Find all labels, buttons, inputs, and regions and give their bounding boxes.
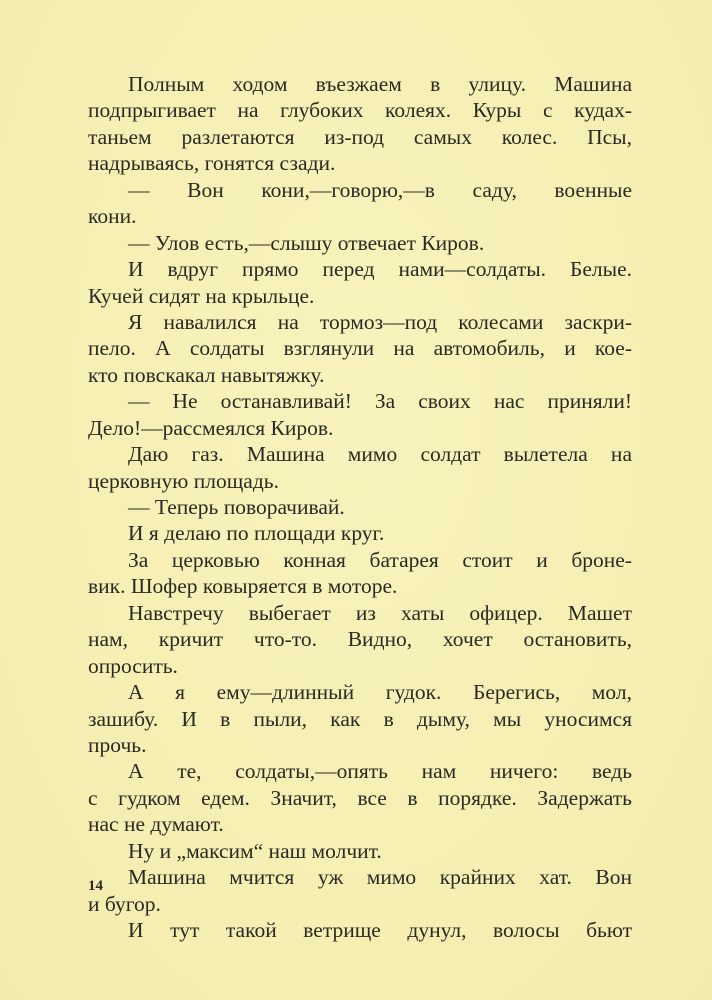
text-line: прочь.: [88, 732, 147, 757]
text-line: вик. Шофер ковыряется в моторе.: [88, 574, 398, 599]
text-line: нас не думают.: [88, 812, 224, 837]
text-line: А я ему—длинный гудок. Берегись, мол,: [128, 680, 632, 705]
text-line: подпрыгивает на глубоких колеях. Куры с кудах-: [88, 98, 632, 123]
text-line: За церковью конная батарея стоит и броне-: [128, 547, 632, 572]
text-line: Машина мчится уж мимо крайних хат. Вон: [128, 865, 632, 890]
text-line: с гудком едем. Значит, все в порядке. Задержать: [88, 785, 632, 810]
text-line: И я делаю по площади круг.: [128, 521, 385, 546]
text-line: — Не останавливай! За своих нас приняли!: [128, 389, 632, 414]
text-line: и бугор.: [88, 891, 161, 916]
text-line: И вдруг прямо перед нами—солдаты. Белые.: [128, 257, 632, 282]
text-line: Навстречу выбегает из хаты офицер. Машет: [128, 600, 632, 625]
text-line: Даю газ. Машина мимо солдат вылетела на: [128, 442, 632, 467]
text-line: И тут такой ветрище дунул, волосы бьют: [128, 918, 632, 942]
text-line: нам, кричит что-то. Видно, хочет остановить,: [88, 627, 632, 652]
text-line: кто повскакал навытяжку.: [88, 362, 325, 387]
text-line: кони.: [88, 204, 137, 229]
text-line: Ну и „максим“ наш молчит.: [128, 838, 382, 863]
text-line: пело. А солдаты взглянули на автомобиль, и кое-: [88, 336, 632, 361]
text-line: надрываясь, гонятся сзади.: [88, 151, 336, 176]
text-line: Я навалился на тормоз—под колесами заскри-: [128, 309, 632, 334]
text-line: церковную площадь.: [88, 468, 279, 493]
text-line: Кучей сидят на крыльце.: [88, 283, 315, 308]
page-number: 14: [88, 878, 103, 894]
text-line: — Теперь поворачивай.: [128, 495, 345, 519]
body-text: [88, 71, 632, 943]
text-line: зашибу. И в пыли, как в дыму, мы уносимся: [88, 706, 632, 731]
text-line: опросить.: [88, 653, 178, 678]
text-line: Полным ходом въезжаем в улицу. Машина: [128, 72, 632, 96]
text-line: таньем разлетаются из-под самых колес. Псы,: [88, 124, 632, 149]
text-line: — Вон кони,—говорю,—в саду, военные: [128, 177, 632, 202]
text-line: — Улов есть,—слышу отвечает Киров.: [128, 230, 485, 255]
text-line: Дело!—рассмеялся Киров.: [88, 415, 334, 440]
text-line: А те, солдаты,—опять нам ничего: ведь: [128, 759, 632, 784]
